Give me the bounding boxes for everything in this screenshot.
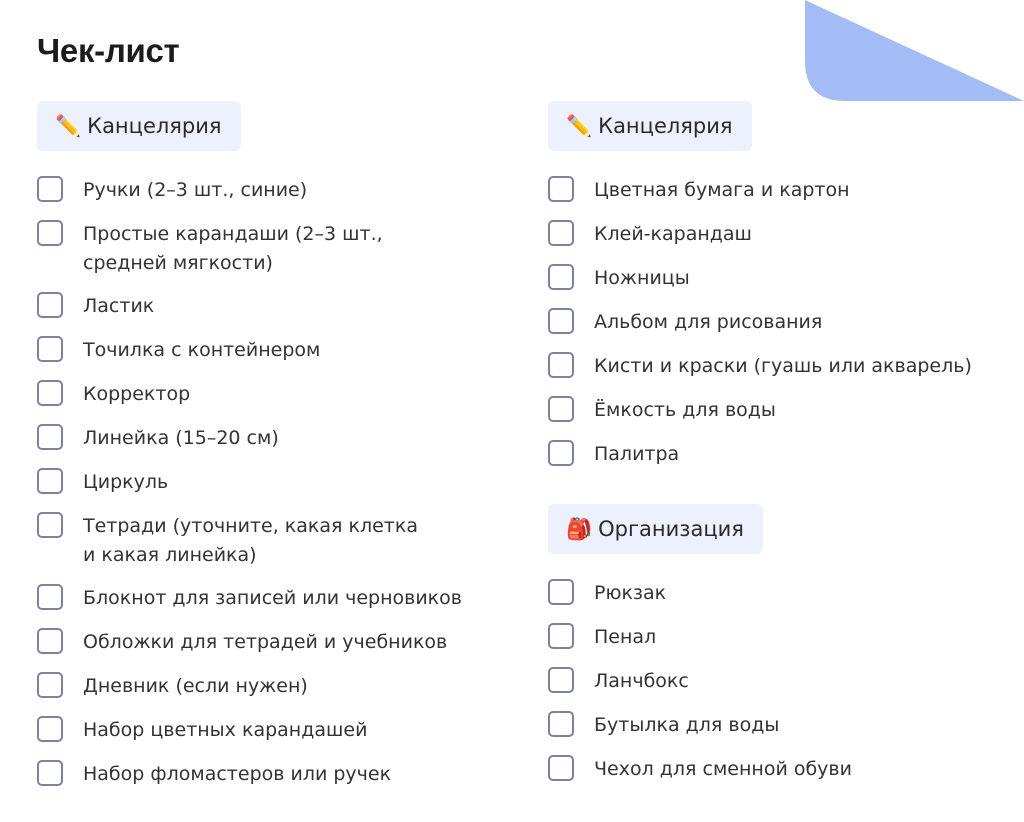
checkbox[interactable] xyxy=(548,440,574,466)
section-header-organization xyxy=(548,504,763,554)
list-item xyxy=(37,512,507,570)
list-item xyxy=(548,440,1008,470)
checklist xyxy=(548,176,1008,470)
item-label: Обложки для тетрадей и учебников xyxy=(83,631,448,653)
item-label: Бутылка для воды xyxy=(594,714,780,736)
item-label: Ёмкость для воды xyxy=(594,399,776,421)
checklist xyxy=(37,176,507,790)
item-label: Ножницы xyxy=(594,267,690,289)
item-label-line-2: средней мягкости) xyxy=(83,252,273,274)
item-label: Ручки (2–3 шт., синие) xyxy=(83,179,308,201)
item-label: Дневник (если нужен) xyxy=(83,675,308,697)
item-label: Цветная бумага и картон xyxy=(594,179,850,201)
item-label: Набор цветных карандашей xyxy=(83,719,368,741)
checkbox[interactable] xyxy=(37,672,63,698)
section-title: Организация xyxy=(598,517,744,541)
item-label: Альбом для рисования xyxy=(594,311,823,333)
checkbox[interactable] xyxy=(548,667,574,693)
checkbox[interactable] xyxy=(37,336,63,362)
list-item xyxy=(37,220,507,278)
list-item xyxy=(37,336,507,366)
checkbox[interactable] xyxy=(37,628,63,654)
item-label: Палитра xyxy=(594,443,680,465)
checkbox[interactable] xyxy=(37,424,63,450)
item-label: Кисти и краски (гуашь или акварель) xyxy=(594,355,972,377)
checkbox[interactable] xyxy=(548,308,574,334)
checkbox[interactable] xyxy=(37,468,63,494)
item-label: Корректор xyxy=(83,383,191,405)
item-label: Блокнот для записей или черновиков xyxy=(83,587,462,609)
checkbox[interactable] xyxy=(37,584,63,610)
item-label-line-2: и какая линейка) xyxy=(83,544,257,566)
checkbox[interactable] xyxy=(37,176,63,202)
checkbox[interactable] xyxy=(548,623,574,649)
checkbox[interactable] xyxy=(37,380,63,406)
section-title: Канцелярия xyxy=(598,114,733,138)
list-item xyxy=(548,176,1008,206)
item-label: Простые карандаши (2–3 шт., xyxy=(83,223,383,245)
item-label: Линейка (15–20 см) xyxy=(83,427,279,449)
item-label: Точилка с контейнером xyxy=(83,339,321,361)
list-item xyxy=(548,579,1008,609)
item-label: Рюкзак xyxy=(594,582,667,604)
checkbox[interactable] xyxy=(37,292,63,318)
right-column xyxy=(548,101,1008,799)
item-label: Клей-карандаш xyxy=(594,223,752,245)
pencil-icon: ✏️ xyxy=(55,113,82,138)
list-item xyxy=(548,755,1008,785)
list-item xyxy=(548,667,1008,697)
checkbox[interactable] xyxy=(37,760,63,786)
list-item xyxy=(548,352,1008,382)
checkbox[interactable] xyxy=(548,755,574,781)
checkbox[interactable] xyxy=(548,176,574,202)
list-item xyxy=(37,760,507,790)
list-item xyxy=(548,264,1008,294)
page-title: Чек-лист xyxy=(37,32,180,69)
checkbox[interactable] xyxy=(548,711,574,737)
left-column xyxy=(37,101,507,804)
section-header-stationery xyxy=(548,101,752,151)
item-label: Циркуль xyxy=(83,471,169,493)
checkbox[interactable] xyxy=(37,220,63,246)
checkbox[interactable] xyxy=(37,512,63,538)
checkbox[interactable] xyxy=(548,264,574,290)
checkbox[interactable] xyxy=(548,220,574,246)
list-item xyxy=(548,711,1008,741)
list-item xyxy=(37,672,507,702)
list-item xyxy=(37,584,507,614)
corner-decoration xyxy=(805,0,1024,101)
list-item xyxy=(37,292,507,322)
pencil-icon: ✏️ xyxy=(566,113,593,138)
item-label: Ластик xyxy=(83,295,155,317)
list-item xyxy=(548,308,1008,338)
item-label: Пенал xyxy=(594,626,657,648)
item-label: Ланчбокс xyxy=(594,670,689,692)
list-item xyxy=(548,220,1008,250)
list-item xyxy=(37,468,507,498)
checkbox[interactable] xyxy=(548,579,574,605)
backpack-icon: 🎒 xyxy=(566,516,593,541)
checkbox[interactable] xyxy=(548,396,574,422)
checkbox[interactable] xyxy=(37,716,63,742)
list-item xyxy=(37,380,507,410)
list-item xyxy=(37,424,507,454)
list-item xyxy=(37,628,507,658)
list-item xyxy=(37,716,507,746)
item-label: Чехол для сменной обуви xyxy=(594,758,852,780)
checkbox[interactable] xyxy=(548,352,574,378)
list-item xyxy=(548,623,1008,653)
section-header-stationery xyxy=(37,101,241,151)
section-title: Канцелярия xyxy=(87,114,222,138)
item-label: Набор фломастеров или ручек xyxy=(83,763,392,785)
list-item xyxy=(37,176,507,206)
checklist xyxy=(548,579,1008,785)
item-label: Тетради (уточните, какая клетка xyxy=(83,515,418,537)
list-item xyxy=(548,396,1008,426)
